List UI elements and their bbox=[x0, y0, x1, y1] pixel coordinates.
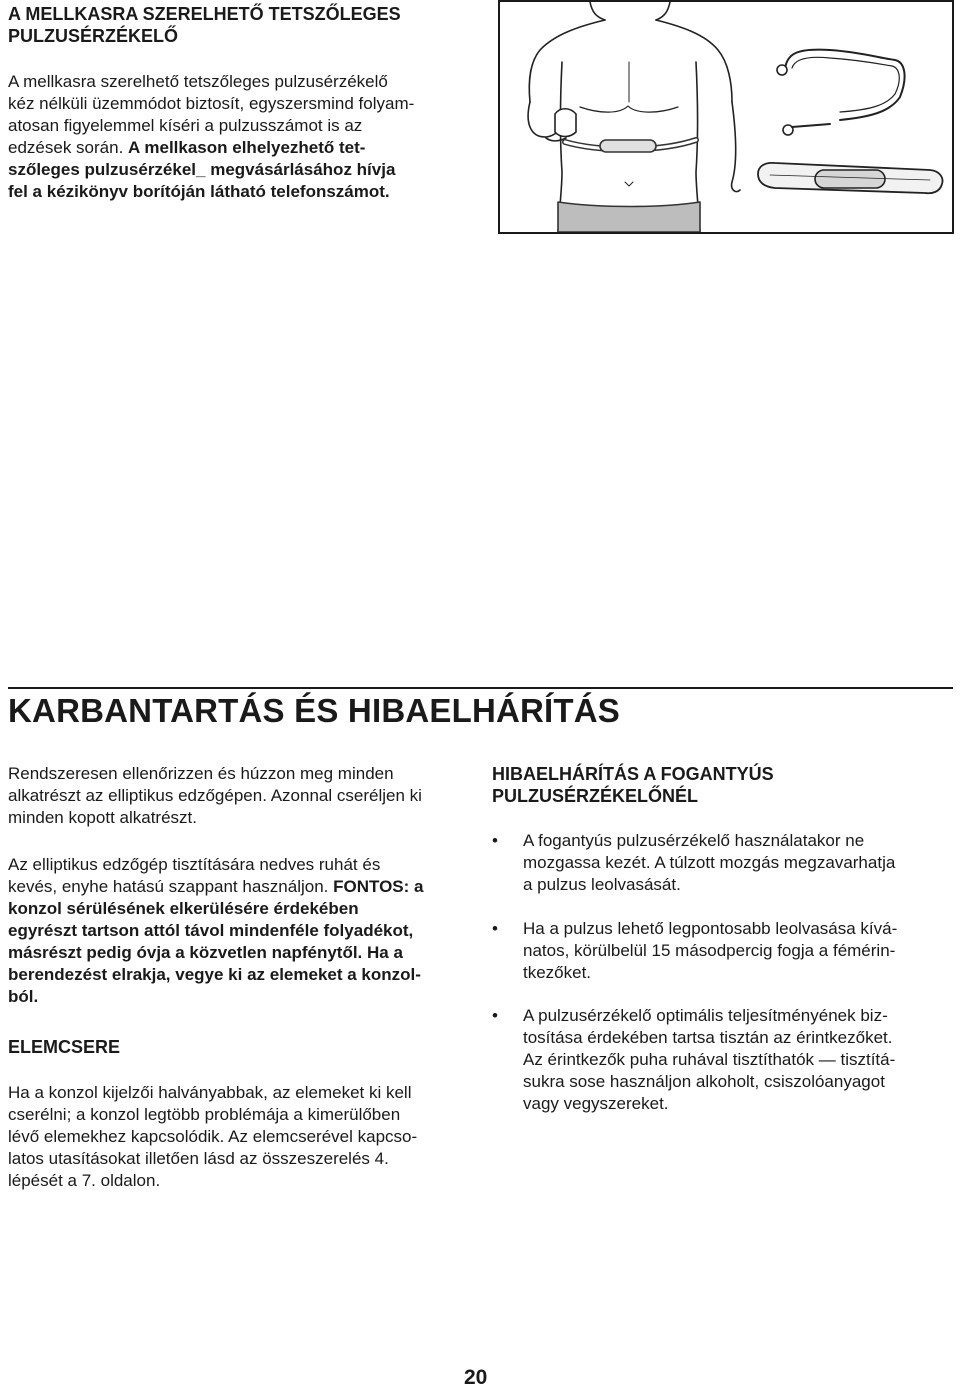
text-line: másrészt pedig óvja a közvetlen napfénytől. Ha a bbox=[8, 943, 403, 962]
left-shoulder-outline bbox=[529, 20, 605, 102]
text-fragment: kevés, enyhe hatású szappant használjon. bbox=[8, 877, 334, 896]
text-line: Ha a konzol kijelzői halványabbak, az elemeket ki kell bbox=[8, 1083, 412, 1102]
loose-strap-band bbox=[785, 50, 905, 120]
text-line: Ha a pulzus lehető legpontosabb leolvasása kívá- bbox=[523, 919, 898, 938]
right-arm bbox=[732, 102, 740, 192]
text-line: szőleges pulzusérzékel_ megvásárlásához hívja bbox=[8, 160, 396, 179]
text-line: Az elliptikus edzőgép tisztítására nedves ruhát és bbox=[8, 855, 381, 874]
text-fragment: edzések során. bbox=[8, 138, 129, 157]
strap-clip bbox=[777, 65, 787, 75]
chest-transmitter bbox=[600, 140, 656, 152]
text-line: A pulzusérzékelő optimális teljesítményének biz- bbox=[523, 1006, 888, 1025]
text-line: vagy vegyszereket. bbox=[523, 1094, 669, 1113]
right-shoulder-outline bbox=[656, 20, 732, 102]
maintenance-heading: KARBANTARTÁS ÉS HIBAELHÁRÍTÁS bbox=[8, 692, 621, 729]
page-number: 20 bbox=[464, 1366, 488, 1389]
text-line-mixed bbox=[8, 876, 478, 898]
bullet-icon: • bbox=[492, 831, 498, 850]
list-item bbox=[492, 918, 952, 984]
text-line: sukra sose használjon alkoholt, csiszolóanyagot bbox=[523, 1072, 885, 1091]
chest-strap-heading-line1: A MELLKASRA SZERELHETŐ TETSZŐLEGES bbox=[8, 4, 401, 24]
text-line-mixed bbox=[8, 137, 488, 159]
text-line: lépését a 7. oldalon. bbox=[8, 1171, 161, 1190]
battery-heading: ELEMCSERE bbox=[8, 1037, 121, 1057]
troubleshoot-list bbox=[492, 830, 952, 1137]
text-line: natos, körülbelül 15 másodpercig fogja a fémérin- bbox=[523, 941, 896, 960]
text-line: berendezést elrakja, vegye ki az elemeket a konzol- bbox=[8, 965, 421, 984]
list-item bbox=[492, 830, 952, 896]
text-line: lévő elemekhez kapcsolódik. Az elemcserével kapcso- bbox=[8, 1127, 418, 1146]
navel bbox=[625, 182, 633, 186]
chest-strap-illustration bbox=[498, 0, 954, 234]
left-hand bbox=[555, 109, 576, 137]
troubleshoot-heading bbox=[492, 763, 952, 807]
battery-paragraph bbox=[8, 1082, 478, 1192]
text-line: latos utasításokat illetően lásd az összeszerelés 4. bbox=[8, 1149, 389, 1168]
chest-strap-heading-line2: PULZUSÉRZÉKELŐ bbox=[8, 26, 179, 46]
list-item bbox=[492, 1005, 952, 1115]
text-line: A mellkasra szerelhető tetszőleges pulzusérzékelő bbox=[8, 72, 388, 91]
troubleshoot-heading-line2: PULZUSÉRZÉKELŐNÉL bbox=[492, 786, 699, 806]
troubleshoot-heading-line1: HIBAELHÁRÍTÁS A FOGANTYÚS bbox=[492, 764, 774, 784]
text-line: tkezőket. bbox=[523, 963, 592, 982]
strap-buckle bbox=[792, 124, 830, 127]
bullet-icon: • bbox=[492, 919, 498, 938]
text-line: Rendszeresen ellenőrizzen és húzzon meg minden bbox=[8, 764, 394, 783]
maintenance-paragraph-1 bbox=[8, 763, 478, 829]
text-line: Az érintkezők puha ruhával tisztíthatók — tisztítá- bbox=[523, 1050, 896, 1069]
text-line: konzol sérülésének elkerülésére érdekében bbox=[8, 899, 359, 918]
text-fragment-bold: A mellkason elhelyezhető tet- bbox=[128, 138, 366, 157]
neck-outline bbox=[590, 2, 670, 20]
text-line: tosítása érdekében tartsa tisztán az érintkezőket. bbox=[523, 1028, 893, 1047]
text-line: cserélni; a konzol legtöbb problémája a kimerülőben bbox=[8, 1105, 401, 1124]
chest-line bbox=[580, 106, 678, 112]
text-line: kéz nélküli üzemmódot biztosít, egyszersmind folyam- bbox=[8, 94, 415, 113]
text-line: A fogantyús pulzusérzékelő használatakor ne bbox=[523, 831, 865, 850]
transmitter-center bbox=[815, 170, 885, 188]
text-line: alkatrészt az elliptikus edzőgépen. Azonnal cseréljen ki bbox=[8, 786, 422, 805]
maintenance-paragraph-2 bbox=[8, 854, 478, 1008]
chest-strap-description bbox=[8, 71, 488, 203]
text-line: ból. bbox=[8, 987, 39, 1006]
text-line: minden kopott alkatrészt. bbox=[8, 808, 197, 827]
text-line: atosan figyelemmel kíséri a pulzusszámot is az bbox=[8, 116, 363, 135]
text-line: mozgassa kezét. A túlzott mozgás megzavarhatja bbox=[523, 853, 896, 872]
loose-strap-band-inner bbox=[792, 57, 899, 112]
chest-strap-drawing bbox=[500, 2, 952, 232]
section-divider bbox=[8, 687, 953, 689]
text-line: fel a kézikönyv borítóján látható telefonszámot. bbox=[8, 182, 390, 201]
chest-strap-heading bbox=[8, 3, 478, 47]
bullet-icon: • bbox=[492, 1006, 498, 1025]
shorts bbox=[558, 202, 700, 232]
important-label: FONTOS: a bbox=[333, 877, 424, 896]
text-line: a pulzus leolvasását. bbox=[523, 875, 681, 894]
text-line: egyrészt tartson attól távol mindenféle folyadékot, bbox=[8, 921, 414, 940]
